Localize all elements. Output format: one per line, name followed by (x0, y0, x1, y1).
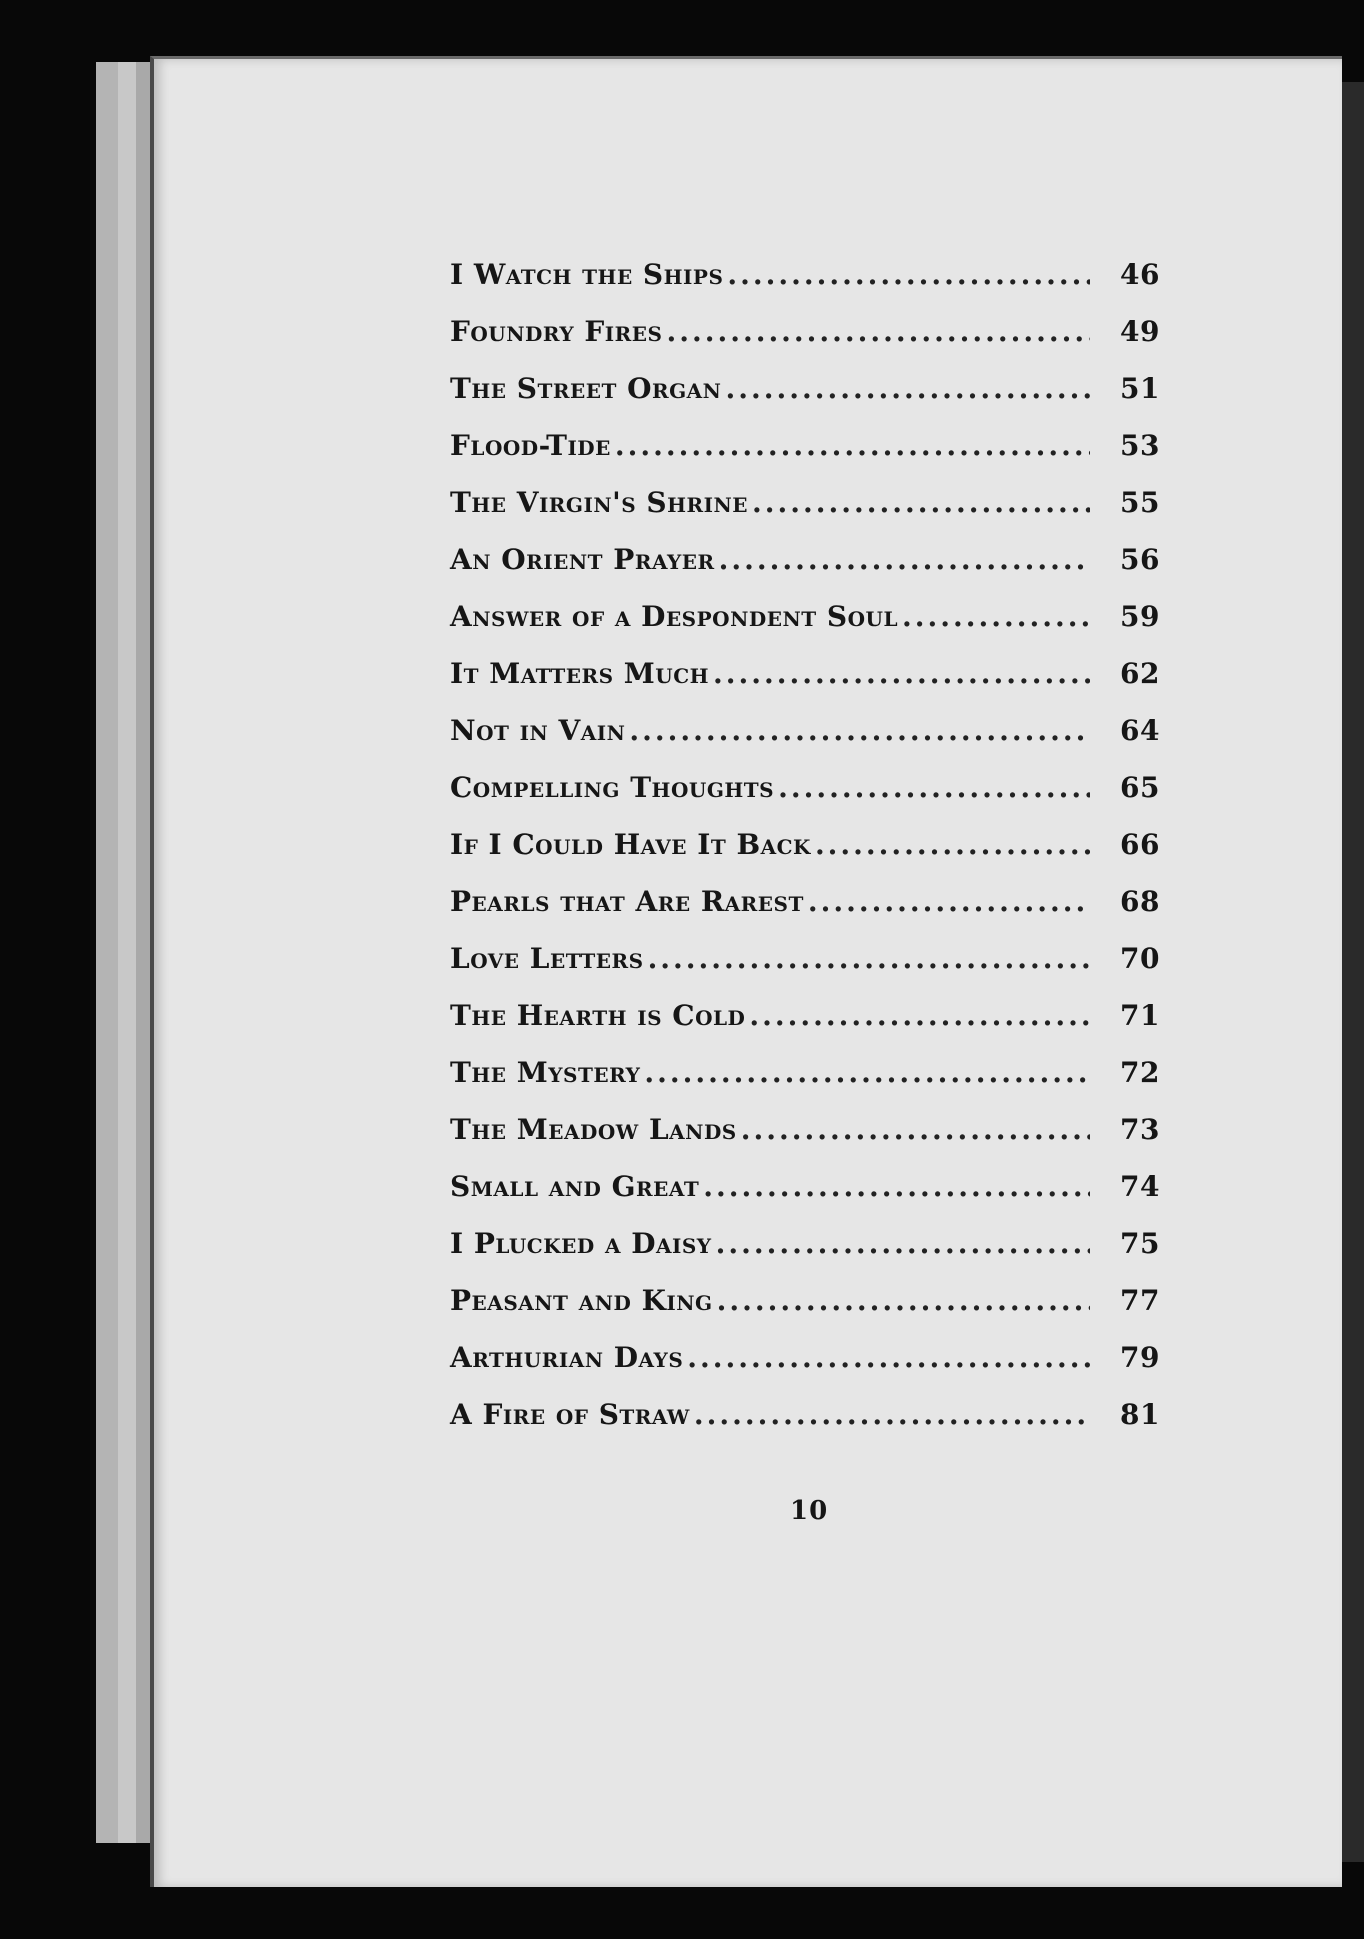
toc-entry-page: 56 (1120, 543, 1160, 576)
toc-entry (450, 429, 1160, 486)
toc-entry-title: Foundry Fires (450, 315, 663, 348)
toc-entry-page: 55 (1120, 486, 1160, 519)
toc-entry-title: A Fire of Straw (450, 1398, 690, 1431)
toc-entry-title: I Plucked a Daisy (450, 1227, 712, 1260)
toc-entry-title: Pearls that Are Rarest (450, 885, 804, 918)
toc-entry-page: 62 (1120, 657, 1160, 690)
dot-leader (717, 1284, 1090, 1317)
dot-leader (741, 1113, 1090, 1146)
dot-leader (752, 486, 1090, 519)
toc-entry (450, 258, 1160, 315)
book-binding (1342, 82, 1364, 1862)
toc-entry (450, 315, 1160, 372)
toc-entry-page: 64 (1120, 714, 1160, 747)
dot-leader (725, 372, 1090, 405)
toc-entry-title: Peasant and King (450, 1284, 713, 1317)
table-of-contents (450, 258, 1160, 1455)
toc-entry-title: Flood-Tide (450, 429, 611, 462)
toc-entry (450, 600, 1160, 657)
toc-entry (450, 543, 1160, 600)
toc-entry-page: 73 (1120, 1113, 1160, 1146)
toc-entry-page: 81 (1120, 1398, 1160, 1431)
toc-entry-page: 53 (1120, 429, 1160, 462)
toc-entry (450, 657, 1160, 714)
toc-entry-title: It Matters Much (450, 657, 710, 690)
toc-entry (450, 486, 1160, 543)
toc-entry-page: 46 (1120, 258, 1160, 291)
dot-leader (727, 258, 1090, 291)
toc-entry-title: The Hearth is Cold (450, 999, 746, 1032)
toc-entry-title: Small and Great (450, 1170, 700, 1203)
toc-entry-page: 75 (1120, 1227, 1160, 1260)
dot-leader (902, 600, 1090, 633)
dot-leader (666, 315, 1090, 348)
dot-leader (629, 714, 1090, 747)
dot-leader (719, 543, 1090, 576)
toc-entry-page: 68 (1120, 885, 1160, 918)
toc-entry-page: 49 (1120, 315, 1160, 348)
toc-entry (450, 1284, 1160, 1341)
dot-leader (716, 1227, 1090, 1260)
dot-leader (749, 999, 1090, 1032)
toc-entry (450, 771, 1160, 828)
toc-entry-title: Arthurian Days (450, 1341, 684, 1374)
toc-entry-title: An Orient Prayer (450, 543, 715, 576)
toc-entry (450, 1341, 1160, 1398)
toc-entry (450, 1056, 1160, 1113)
toc-entry-page: 51 (1120, 372, 1160, 405)
toc-entry (450, 714, 1160, 771)
toc-entry-page: 65 (1120, 771, 1160, 804)
dot-leader (778, 771, 1090, 804)
toc-entry-page: 66 (1120, 828, 1160, 861)
dot-leader (703, 1170, 1090, 1203)
dot-leader (808, 885, 1090, 918)
dot-leader (687, 1341, 1090, 1374)
toc-entry (450, 372, 1160, 429)
toc-entry (450, 1113, 1160, 1170)
toc-entry-page: 72 (1120, 1056, 1160, 1089)
toc-entry-page: 71 (1120, 999, 1160, 1032)
toc-entry (450, 1170, 1160, 1227)
toc-entry-title: Compelling Thoughts (450, 771, 775, 804)
toc-entry-title: If I Could Have It Back (450, 828, 811, 861)
toc-entry (450, 1398, 1160, 1455)
toc-entry-title: Love Letters (450, 942, 644, 975)
toc-entry-title: The Meadow Lands (450, 1113, 737, 1146)
dot-leader (644, 1056, 1090, 1089)
toc-entry-title: I Watch the Ships (450, 258, 724, 291)
toc-entry-page: 70 (1120, 942, 1160, 975)
toc-entry (450, 942, 1160, 999)
toc-entry-page: 74 (1120, 1170, 1160, 1203)
toc-entry (450, 828, 1160, 885)
toc-entry (450, 885, 1160, 942)
toc-entry-title: The Street Organ (450, 372, 722, 405)
toc-entry-title: Not in Vain (450, 714, 626, 747)
toc-entry-page: 59 (1120, 600, 1160, 633)
toc-entry-title: The Mystery (450, 1056, 641, 1089)
dot-leader (648, 942, 1090, 975)
toc-entry (450, 999, 1160, 1056)
toc-entry-title: Answer of a Despondent Soul (450, 600, 899, 633)
dot-leader (615, 429, 1090, 462)
toc-entry-page: 79 (1120, 1341, 1160, 1374)
toc-entry-page: 77 (1120, 1284, 1160, 1317)
toc-entry (450, 1227, 1160, 1284)
dot-leader (815, 828, 1090, 861)
dot-leader (713, 657, 1090, 690)
dot-leader (694, 1398, 1090, 1431)
toc-entry-title: The Virgin's Shrine (450, 486, 749, 519)
page-number: 10 (790, 1496, 829, 1526)
